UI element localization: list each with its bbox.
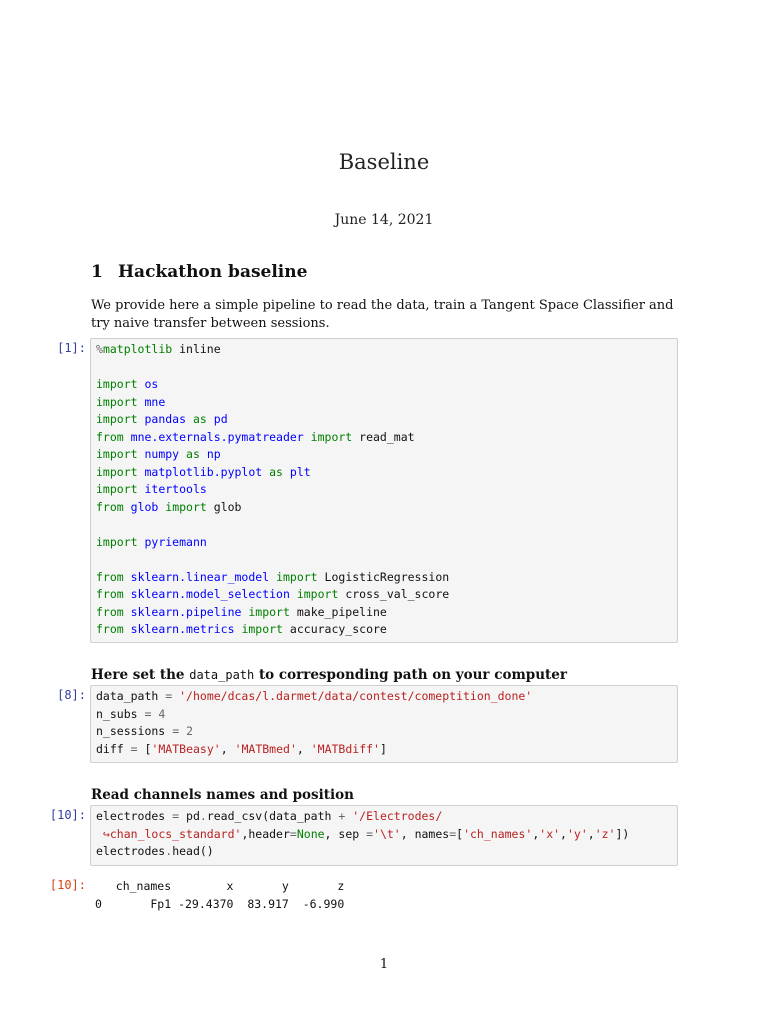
table-row: 0 Fp1 -29.4370 83.917 -6.990 bbox=[95, 897, 345, 911]
code-line: from sklearn.metrics import accuracy_score bbox=[96, 622, 387, 636]
code-line: from sklearn.model_selection import cross_val_score bbox=[96, 587, 450, 601]
code-line: import numpy as np bbox=[96, 447, 221, 461]
code-line: from mne.externals.pymatreader import read_mat bbox=[96, 429, 415, 444]
code-line: import os bbox=[96, 377, 159, 391]
continuation-arrow-icon: ↪ bbox=[102, 826, 110, 841]
section-number: 1 bbox=[91, 262, 103, 282]
code-line: import pyriemann bbox=[96, 534, 207, 549]
code-line: data_path = '/home/dcas/l.darmet/data/contest/comeptition_done' bbox=[96, 689, 533, 703]
code-line: from sklearn.linear_model import LogisticRegression bbox=[96, 569, 450, 584]
code-line-blank bbox=[96, 516, 672, 534]
code-line: electrodes = pd.read_csv(data_path + '/Electrodes/ bbox=[96, 809, 443, 823]
page-number: 1 bbox=[379, 957, 389, 972]
code-line: import itertools bbox=[96, 482, 207, 496]
code-line: diff = ['MATBeasy', 'MATBmed', 'MATBdiff'] bbox=[96, 741, 387, 756]
code-line: n_subs = 4 bbox=[96, 706, 166, 721]
code-cell-1[interactable] bbox=[90, 338, 678, 643]
code-line-blank bbox=[96, 551, 672, 569]
section-title: Hackathon baseline bbox=[118, 262, 308, 282]
code-line: n_sessions = 2 bbox=[96, 724, 193, 738]
intro-paragraph: We provide here a simple pipeline to read the data, train a Tangent Space Classifier and try naive transfer between sessions. bbox=[91, 298, 674, 331]
code-line: import matplotlib.pyplot as plt bbox=[96, 464, 311, 479]
cell-8-prompt: [8]: bbox=[57, 688, 86, 702]
output-10-prompt: [10]: bbox=[49, 878, 86, 892]
code-cell-10[interactable] bbox=[90, 805, 678, 866]
code-line: electrodes.head() bbox=[96, 844, 214, 858]
subheading-channels: Read channels names and position bbox=[91, 787, 354, 803]
subheading-data-path: Here set the data_path to corresponding path on your computer bbox=[91, 667, 567, 683]
section-heading bbox=[91, 262, 307, 282]
code-line: from glob import glob bbox=[96, 499, 242, 514]
output-10-table bbox=[95, 877, 344, 913]
document-date: June 14, 2021 bbox=[334, 212, 434, 228]
cell-1-prompt: [1]: bbox=[57, 341, 86, 355]
document-title: Baseline bbox=[338, 150, 430, 174]
code-line: import pandas as pd bbox=[96, 412, 228, 426]
table-header: ch_names x y z bbox=[95, 879, 345, 893]
code-line-blank bbox=[96, 359, 672, 377]
cell-10-prompt: [10]: bbox=[49, 808, 86, 822]
code-line: %matplotlib inline bbox=[96, 342, 221, 356]
code-cell-8[interactable] bbox=[90, 685, 678, 763]
code-line: ↪chan_locs_standard',header=None, sep ='\t', names=['ch_names','x','y','z']) bbox=[102, 826, 630, 841]
code-line: from sklearn.pipeline import make_pipeline bbox=[96, 604, 387, 619]
code-line: import mne bbox=[96, 394, 166, 409]
